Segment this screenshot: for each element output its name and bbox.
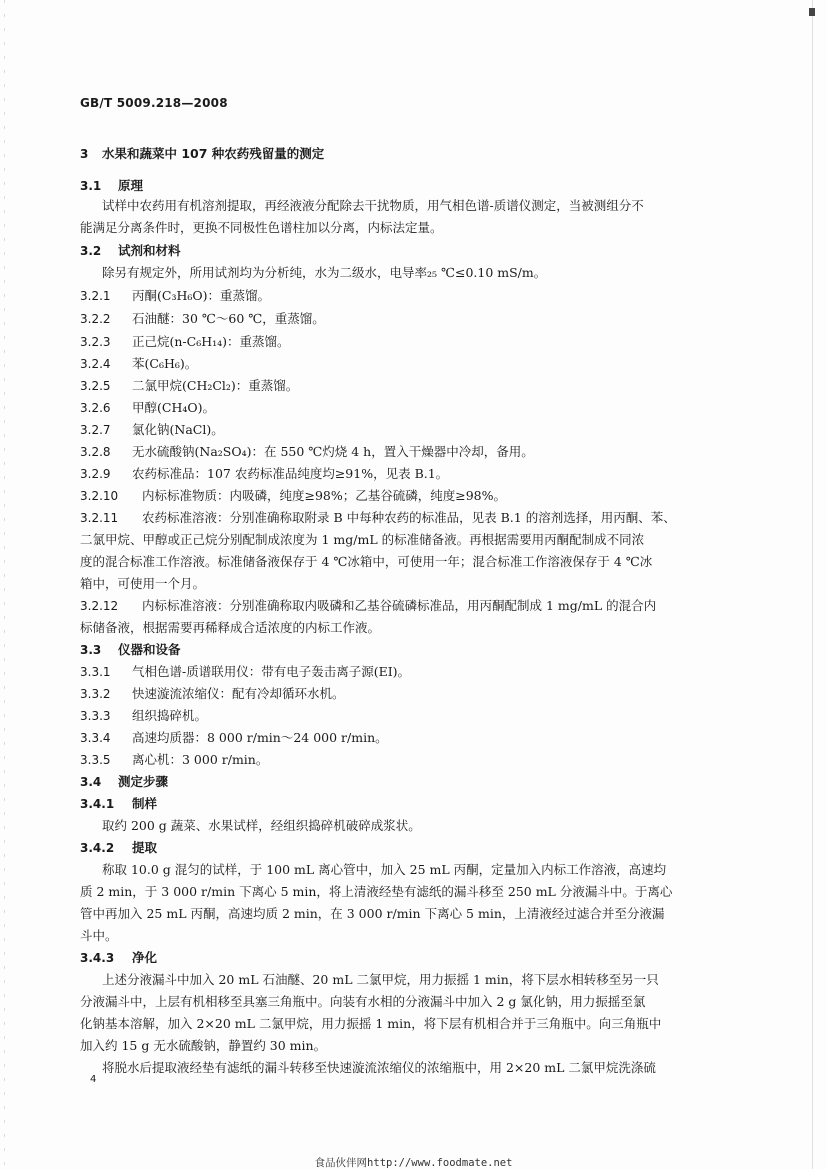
list-item: 3.2.11 农药标准溶液：分别准确称取附录 B 中每种农药的标准品，见表 B.1 的溶剂选择，用丙酮、苯、 <box>80 510 676 525</box>
list-item: 3.3.5 离心机：3 000 r/min。 <box>80 752 269 767</box>
scan-corner-mark <box>809 8 815 16</box>
list-item: 3.2.4 苯(C₆H₆)。 <box>80 356 198 371</box>
list-item: 3.2.2 石油醚：30 ℃～60 ℃，重蒸馏。 <box>80 311 325 326</box>
paragraph-line: 称取 10.0 g 混匀的试样，于 100 mL 离心管中，加入 25 mL 丙酮，定量加入内标工作溶液，高速均 <box>102 862 667 877</box>
list-item: 3.2.9 农药标准品：107 农药标准品纯度均≥91%，见表 B.1。 <box>80 466 449 481</box>
heading-3-1: 3.1 原理 <box>80 178 144 193</box>
scan-edge-right <box>812 0 813 1169</box>
list-item: 3.2.6 甲醇(CH₄O)。 <box>80 400 215 415</box>
list-item: 3.3.2 快速漩流浓缩仪：配有冷却循环水机。 <box>80 686 345 701</box>
list-item: 3.2.10 内标标准物质：内吸磷，纯度≥98%；乙基谷硫磷，纯度≥98%。 <box>80 488 507 503</box>
list-item: 3.3.1 气相色谱-质谱联用仪：带有电子轰击离子源(EI)。 <box>80 664 411 679</box>
paragraph-line: 上述分液漏斗中加入 20 mL 石油醚、20 mL 二氯甲烷，用力振摇 1 min，将下层水相转移至另一只 <box>102 972 659 987</box>
paragraph-line: 斗中。 <box>80 928 118 943</box>
paragraph-line: 除另有规定外，所用试剂均为分析纯，水为二级水，电导率₂₅ ℃≤0.10 mS/m。 <box>102 265 547 280</box>
list-item: 3.2.1 丙酮(C₃H₆O)：重蒸馏。 <box>80 288 270 303</box>
paragraph-line: 化钠基本溶解，加入 2×20 mL 二氯甲烷，用力振摇 1 min，将下层有机相合并于三角瓶中。向三角瓶中 <box>80 1016 662 1031</box>
scan-edge-left <box>4 0 5 1169</box>
paragraph-line: 质 2 min，于 3 000 r/min 下离心 5 min，将上清液经垫有滤纸的漏斗移至 250 mL 分液漏斗中。于离心 <box>80 884 673 899</box>
page-number: 4 <box>90 1074 97 1085</box>
heading-3-4-2: 3.4.2 提取 <box>80 840 158 855</box>
paragraph-line: 能满足分离条件时，更换不同极性色谱柱加以分离，内标法定量。 <box>80 220 443 235</box>
list-item: 3.3.4 高速均质器：8 000 r/min～24 000 r/min。 <box>80 730 388 745</box>
heading-3-4: 3.4 测定步骤 <box>80 774 169 789</box>
section-title: 水果和蔬菜中 107 种农药残留量的测定 <box>102 146 325 161</box>
paragraph-line: 二氯甲烷、甲醇或正己烷分别配制成浓度为 1 mg/mL 的标准储备液。再根据需要用丙酮配制成不同浓 <box>80 532 645 547</box>
paragraph-line: 标储备液，根据需要再稀释成合适浓度的内标工作液。 <box>80 620 381 635</box>
heading-3-3: 3.3 仪器和设备 <box>80 642 181 657</box>
list-item: 3.2.12 内标标准溶液：分别准确称取内吸磷和乙基谷硫磷标准品，用丙酮配制成 1 mg/mL 的混合内 <box>80 598 657 613</box>
list-item: 3.2.3 正己烷(n-C₆H₁₄)：重蒸馏。 <box>80 334 290 349</box>
paragraph-line: 加入约 15 g 无水硫酸钠，静置约 30 min。 <box>80 1038 327 1053</box>
heading-3-2: 3.2 试剂和材料 <box>80 243 181 258</box>
list-item: 3.2.5 二氯甲烷(CH₂Cl₂)：重蒸馏。 <box>80 378 299 393</box>
footer-watermark: 食品伙伴网http://www.foodmate.net <box>314 1157 513 1169</box>
standard-code: GB/T 5009.218—2008 <box>80 96 228 110</box>
paragraph-line: 管中再加入 25 mL 丙酮，高速均质 2 min，在 3 000 r/min 下离心 5 min，上清液经过滤合并至分液漏 <box>80 906 665 921</box>
list-item: 3.2.7 氯化钠(NaCl)。 <box>80 422 224 437</box>
paragraph-line: 箱中，可使用一个月。 <box>80 576 206 591</box>
list-item: 3.2.8 无水硫酸钠(Na₂SO₄)：在 550 ℃灼烧 4 h，置入干燥器中冷却，备用。 <box>80 444 534 459</box>
heading-3-4-3: 3.4.3 净化 <box>80 950 158 965</box>
paragraph-line: 分液漏斗中，上层有机相移至具塞三角瓶中。向装有水相的分液漏斗中加入 2 g 氯化钠，用力振摇至氯 <box>80 994 646 1009</box>
paragraph-line: 将脱水后提取液经垫有滤纸的漏斗转移至快速漩流浓缩仪的浓缩瓶中，用 2×20 mL 二氯甲烷洗涤硫 <box>102 1060 656 1075</box>
list-item: 3.3.3 组织捣碎机。 <box>80 708 208 723</box>
paragraph-line: 取约 200 g 蔬菜、水果试样，经组织捣碎机破碎成浆状。 <box>102 818 421 833</box>
heading-3-4-1: 3.4.1 制样 <box>80 796 158 811</box>
section-heading: 3 水果和蔬菜中 107 种农药残留量的测定 <box>80 146 325 161</box>
paragraph-line: 度的混合标准工作溶液。标准储备液保存于 4 ℃冰箱中，可使用一年；混合标准工作溶液保存于 4 ℃冰 <box>80 554 653 569</box>
paragraph-line: 试样中农药用有机溶剂提取，再经液液分配除去干扰物质，用气相色谱-质谱仪测定，当被测组分不 <box>102 198 644 213</box>
